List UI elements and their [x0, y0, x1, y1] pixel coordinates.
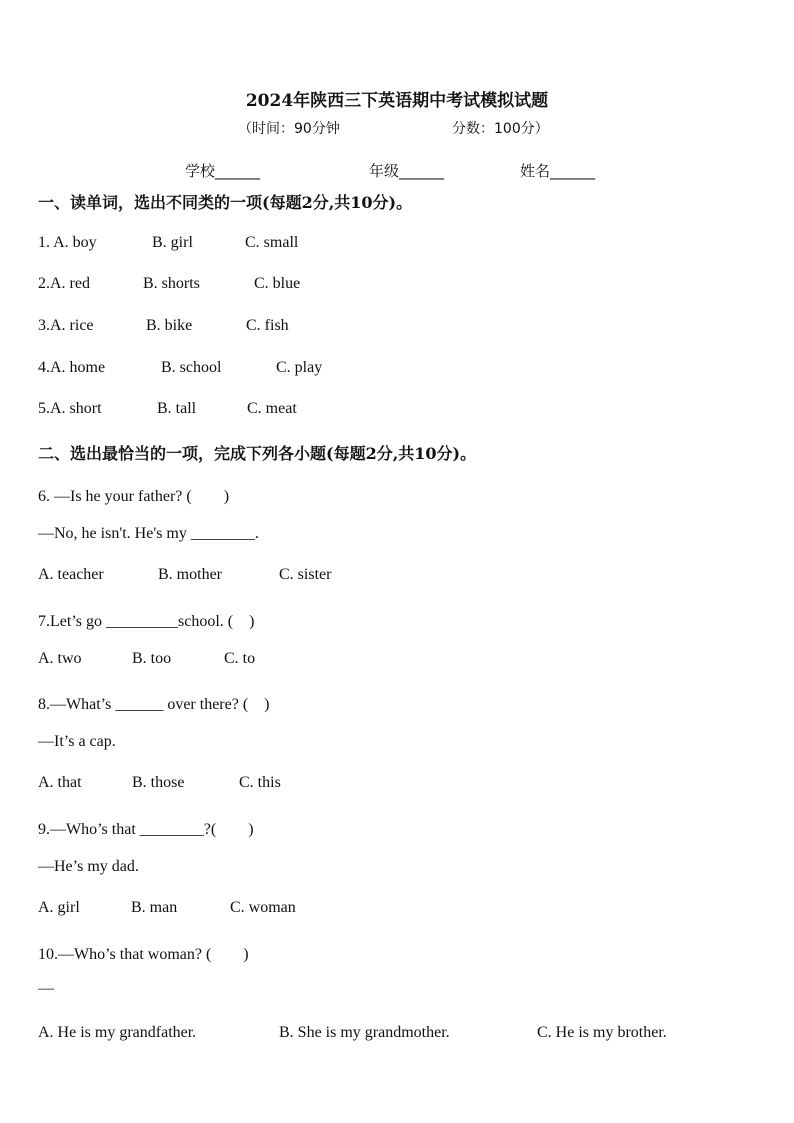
q8-option-a: A. that [38, 774, 82, 791]
q9-reply: —He’s my dad. [38, 858, 139, 875]
q7-option-c: C. to [224, 650, 256, 667]
q4-option-b: B. school [161, 359, 222, 376]
q10-option-a: A. He is my grandfather. [38, 1024, 197, 1041]
grade-field[interactable]: 年级______ [369, 162, 445, 180]
q3-option-c: C. fish [246, 317, 289, 334]
q10-option-b: B. She is my grandmother. [279, 1024, 450, 1041]
q3-option-a: 3.A. rice [38, 317, 94, 334]
q8-reply: —It’s a cap. [38, 733, 116, 750]
q5-option-b: B. tall [157, 400, 197, 417]
q8-stem: 8.—What’s ______ over there? ( ) [38, 696, 270, 713]
q10-option-c: C. He is my brother. [537, 1024, 667, 1041]
q5-option-a: 5.A. short [38, 400, 102, 417]
q4-option-c: C. play [276, 359, 323, 376]
q6-option-b: B. mother [158, 566, 222, 583]
q8-option-c: C. this [239, 774, 281, 791]
q1-option-c: C. small [245, 234, 299, 251]
q1-option-a: 1. A. boy [38, 234, 97, 251]
q10-stem: 10.—Who’s that woman? ( ) [38, 946, 249, 963]
q3-option-b: B. bike [146, 317, 193, 334]
q9-option-c: C. woman [230, 899, 296, 916]
q2-option-a: 2.A. red [38, 275, 90, 292]
school-field[interactable]: 学校______ [185, 162, 261, 180]
section2-heading: 二、选出最恰当的一项，完成下列各小题(每题2分,共10分)。 [38, 444, 477, 463]
q9-option-a: A. girl [38, 899, 80, 916]
q6-stem: 6. —Is he your father? ( ) [38, 488, 230, 505]
q2-option-b: B. shorts [143, 275, 200, 292]
q1-option-b: B. girl [152, 234, 193, 251]
q5-option-c: C. meat [247, 400, 297, 417]
q8-option-b: B. those [132, 774, 185, 791]
section1-heading: 一、读单词，选出不同类的一项(每题2分,共10分)。 [38, 193, 413, 212]
q6-option-c: C. sister [279, 566, 332, 583]
exam-score: 分数：100分） [452, 121, 549, 137]
q9-stem: 9.—Who’s that ________?( ) [38, 821, 254, 838]
q2-option-c: C. blue [254, 275, 301, 292]
q6-option-a: A. teacher [38, 566, 104, 583]
q7-option-b: B. too [132, 650, 172, 667]
exam-time: （时间：90分钟 [238, 121, 340, 137]
page-title: 2024年陕西三下英语期中考试模拟试题 [245, 91, 549, 111]
q4-option-a: 4.A. home [38, 359, 106, 376]
name-field[interactable]: 姓名______ [520, 162, 596, 180]
q10-reply: — [38, 980, 54, 997]
q7-stem: 7.Let’s go _________school. ( ) [38, 613, 255, 630]
q6-reply: —No, he isn't. He's my ________. [38, 525, 259, 542]
q9-option-b: B. man [131, 899, 178, 916]
q7-option-a: A. two [38, 650, 82, 667]
